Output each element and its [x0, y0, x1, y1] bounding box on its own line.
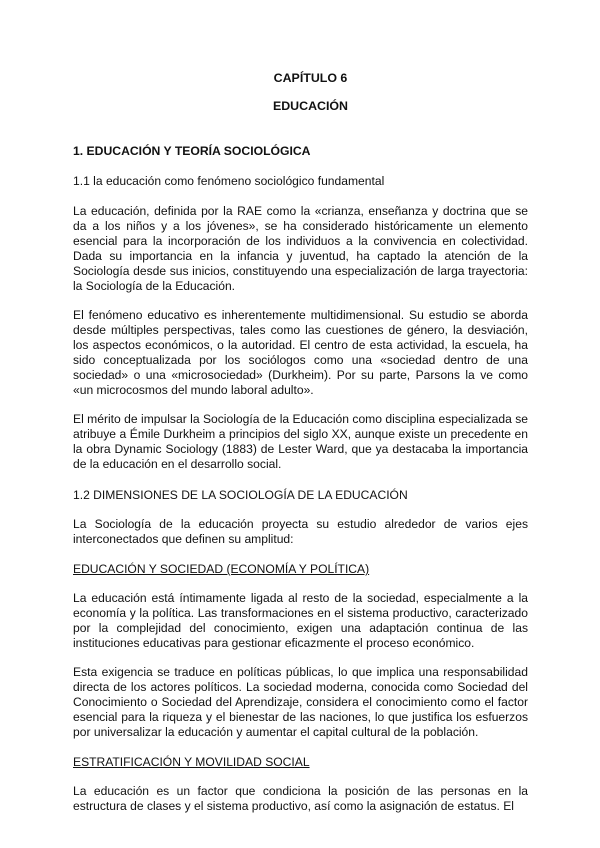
section-heading-1: 1. EDUCACIÓN Y TEORÍA SOCIOLÓGICA: [73, 144, 311, 158]
paragraph-7: La educación es un factor que condiciona la posición de las personas en la estructura de clases y el sistema productivo, así como la asignación de estatus. El: [73, 784, 528, 813]
paragraph-5: La educación está íntimamente ligada al resto de la sociedad, especialmente a la economía y la política. Las transformaciones en el sistema productivo, caracterizado por la complejidad del conocimiento, exigen una adaptación continua de las instituciones educativas para gestionar eficazmente el proceso económico.: [73, 591, 528, 650]
chapter-title: EDUCACIÓN: [272, 99, 349, 113]
paragraph-4: La Sociología de la educación proyecta su estudio alrededor de varios ejes interconectados que definen su amplitud:: [73, 517, 528, 546]
document-page: [73, 70, 528, 814]
paragraph-2: El fenómeno educativo es inherentemente multidimensional. Su estudio se aborda desde múltiples perspectivas, tales como las cuestiones de género, la desviación, los aspectos económicos, o la autoridad. El centro de esta actividad, la escuela, ha sido conceptualizada por los sociólogos como una «sociedad dentro de una sociedad» o una «microsociedad» (Durkheim). Por su parte, Parsons la ve como «un microcosmos del mundo laboral adulto».: [73, 308, 528, 397]
subsection-heading-1-1: 1.1 la educación como fenómeno sociológico fundamental: [73, 174, 385, 188]
heading-economia-politica: EDUCACIÓN Y SOCIEDAD (ECONOMÍA Y POLÍTICA): [73, 562, 370, 576]
paragraph-6: Esta exigencia se traduce en políticas públicas, lo que implica una responsabilidad directa de los actores políticos. La sociedad moderna, conocida como Sociedad del Conocimiento o Sociedad del Aprendizaje, considera el conocimiento como el factor esencial para la riqueza y el bienestar de las naciones, lo que justifica los esfuerzos por universalizar la educación y aumentar el capital cultural de la población.: [73, 665, 528, 739]
chapter-number: CAPÍTULO 6: [273, 71, 348, 85]
subsection-heading-1-2: 1.2 DIMENSIONES DE LA SOCIOLOGÍA DE LA EDUCACIÓN: [73, 488, 408, 502]
paragraph-3: El mérito de impulsar la Sociología de la Educación como disciplina especializada se atribuye a Émile Durkheim a principios del siglo XX, aunque existe un precedente en la obra Dynamic Sociology (1883) de Lester Ward, que ya destacaba la importancia de la educación en el desarrollo social.: [73, 412, 528, 471]
heading-estratificacion: ESTRATIFICACIÓN Y MOVILIDAD SOCIAL: [73, 755, 310, 769]
paragraph-1: La educación, definida por la RAE como la «crianza, enseñanza y doctrina que se da a los niños y a los jóvenes», se ha considerado históricamente un elemento esencial para la incorporación de los individuos a la convivencia en colectividad. Dada su importancia en la infancia y juventud, ha captado la atención de la Sociología desde sus inicios, constituyendo una especialización de larga trayectoria: la Sociología de la Educación.: [73, 204, 528, 293]
